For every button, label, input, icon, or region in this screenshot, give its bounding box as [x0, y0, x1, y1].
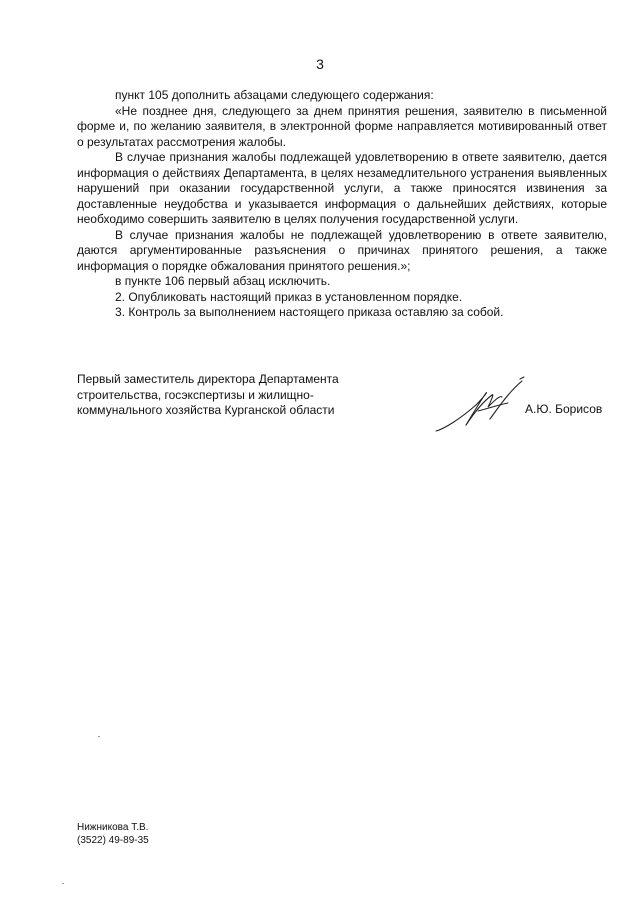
paragraph: В случае признания жалобы подлежащей удовлетворению в ответе заявителю, дается информация о действиях Департамента, в целях незамедлительного устранения выявленных нарушений при оказании государственной услуги, а также приносятся извинения за доставленные неудобства и указывается информация о дальнейших действиях, которые необходимо совершить заявителю в целях получения государственной услуги.: [77, 150, 607, 226]
paragraph: В случае признания жалобы не подлежащей удовлетворению в ответе заявителю, даются аргументированные разъяснения о причинах принятого решения, а также информация о порядке обжалования принятого решения.»;: [77, 227, 607, 273]
position-line: коммунального хозяйства Курганской области: [77, 403, 335, 417]
paragraph: 3. Контроль за выполнением настоящего приказа оставляю за собой.: [115, 305, 504, 319]
paragraph: в пункте 106 первый абзац исключить.: [115, 274, 331, 288]
position-line: строительства, госэкспертизы и жилищно-: [77, 387, 314, 402]
handwritten-signature: [432, 375, 532, 435]
scan-speck: [62, 883, 64, 884]
executor-info: [77, 821, 149, 847]
signatory-position: [77, 372, 377, 419]
scan-speck: [98, 736, 100, 737]
document-body: [77, 88, 607, 321]
page-number: 3: [316, 56, 324, 72]
paragraph: пункт 105 дополнить абзацами следующего содержания:: [115, 88, 434, 102]
paragraph: 2. Опубликовать настоящий приказ в установленном порядке.: [115, 289, 463, 304]
position-line: Первый заместитель директора Департамента: [77, 372, 339, 386]
paragraph: «Не позднее дня, следующего за днем принятия решения, заявителю в письменной форме и, по желанию заявителя, в электронной форме направляется мотивированный ответ о результатах рассмотрения жалобы.: [77, 103, 607, 149]
signer-name: А.Ю. Борисов: [525, 402, 603, 416]
executor-phone: (3522) 49-89-35: [77, 835, 149, 846]
executor-name: Нижникова Т.В.: [77, 822, 149, 833]
